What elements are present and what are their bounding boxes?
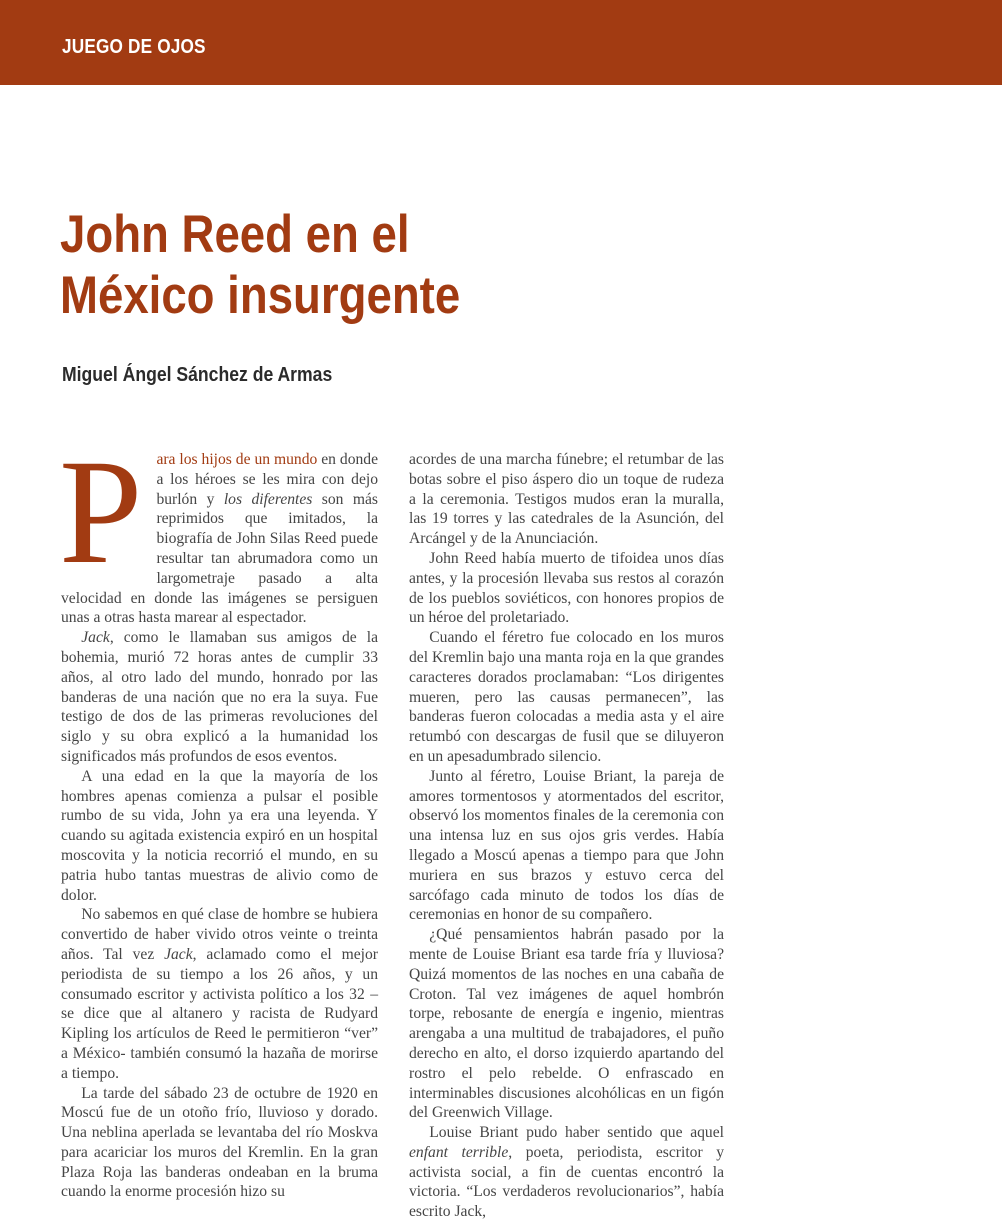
drop-cap: P <box>59 429 143 595</box>
lead-in: ara los hijos de un mundo <box>156 451 318 468</box>
text-column-right <box>409 450 724 1222</box>
paragraph-10: Louise Briant pudo haber sentido que aquel enfant terrible, poeta, periodista, escritor y activista social, a fin de cuentas encontró la victoria. “Los verdaderos revolucionarios”, había escrito Jack, <box>409 1124 724 1221</box>
article-title <box>60 204 460 326</box>
paragraph-9: ¿Qué pensamientos habrán pasado por la mente de Louise Briant esa tarde fría y lluviosa? Quizá momentos de las noches en una cabaña de Croton. Tal vez imágenes de aquel hombrón torpe, rebosante de energía e ingenio, mientras arengaba a una multitud de trabajadores, el puño derecho en alto, el dorso izquierdo apartando del rostro el pelo rebelde. O enfrascado en interminables discusiones alcohólicas en un figón del Greenwich Village. <box>409 926 724 1122</box>
paragraph-1: Para los hijos de un mundo en donde a los héroes se les mira con dejo burlón y los diferentes son más reprimidos que imitados, la biografía de John Silas Reed puede resultar tan abrumadora como un largometraje pasado a alta velocidad en donde las imágenes se persiguen unas a otras hasta marear al espectador. <box>59 429 379 627</box>
paragraph-5: La tarde del sábado 23 de octubre de 1920 en Moscú fue de un otoño frío, lluvioso y dorado. Una neblina aperlada se levantaba del río Moskva para acariciar los muros del Kremlin. En la gran Plaza Roja las banderas ondeaban en la bruma cuando la enorme procesión hizo su <box>61 1084 378 1201</box>
paragraph-7: Cuando el féretro fue colocado en los muros del Kremlin bajo una manta roja en la que grandes caracteres dorados proclamaban: “Los dirigentes mueren, pero las causas permanecen”, las banderas fueron colocadas a media asta y el aire retumbó con descargas de fusil que se diluyeron en un apesadumbrado silencio. <box>409 629 724 765</box>
paragraph-6: John Reed había muerto de tifoidea unos días antes, y la procesión llevaba sus restos al corazón de los pueblos soviéticos, con honores propios de un héroe del proletariado. <box>409 549 724 627</box>
text-column-left <box>59 429 379 1202</box>
paragraph-8: Junto al féretro, Louise Briant, la pareja de amores tormentosos y atormentados del escritor, observó los momentos finales de la ceremonia con una intensa luz en sus ojos gris verdes. Había llegado a Moscú apenas a tiempo para que John muriera en sus brazos y estuvo cerca del sarcófago cada minuto de todos los días de ceremonias en honor de su compañero. <box>409 767 724 924</box>
article-author: Miguel Ángel Sánchez de Armas <box>62 364 333 386</box>
section-label: JUEGO DE OJOS <box>62 36 206 58</box>
section-header-bar <box>0 0 1002 85</box>
article-title-line-2: México insurgente <box>60 266 461 325</box>
article-title-line-1: John Reed en el <box>60 205 410 264</box>
paragraph-5-continued: acordes de una marcha fúnebre; el retumbar de las botas sobre el piso áspero dio un toque de rudeza a la ceremonia. Testigos mudos eran la muralla, las 19 torres y las catedrales de la Asunción, del Arcángel y de la Anunciación. <box>409 451 724 548</box>
paragraph-3: A una edad en la que la mayoría de los hombres apenas comienza a pulsar el posible rumbo de su vida, John ya era una leyenda. Y cuando su agitada existencia expiró en un hospital moscovita y la noticia recorrió el mundo, en su patria hubo tantas muestras de alivio como de dolor. <box>61 767 378 904</box>
paragraph-2: Jack, como le llamaban sus amigos de la bohemia, murió 72 horas antes de cumplir 33 años, al otro lado del mundo, honrado por las banderas de una nación que no era la suya. Fue testigo de dos de las primeras revoluciones del siglo y su obra explicó a la humanidad los significados más profundos de esos eventos. <box>61 629 378 765</box>
paragraph-4: No sabemos en qué clase de hombre se hubiera convertido de haber vivido otros veinte o treinta años. Tal vez Jack, aclamado como el mejor periodista de su tiempo a los 26 años, y un consumado escritor y activista político a los 32 –se dice que al altanero y racista de Rudyard Kipling los artículos de Reed le permitieron “ver” a México- también consumó la hazaña de morirse a tiempo. <box>61 906 378 1082</box>
